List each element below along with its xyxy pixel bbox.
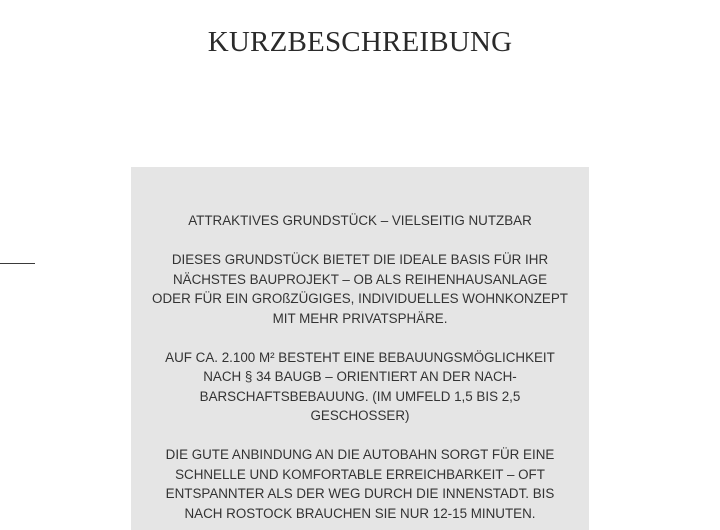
paragraph-line: MIT MEHR PRIVATSPHÄRE. (272, 310, 448, 326)
paragraph-line: DIESES GRUNDSTÜCK BIETET DIE IDEALE BASIS FÜR IHR (171, 252, 549, 267)
description-panel (131, 167, 589, 530)
side-divider (0, 263, 35, 264)
paragraph-line: GESCHOSSER) (310, 408, 410, 423)
paragraph-line: NÄCHSTES BAUPROJEKT – OB ALS REIHENHAUSANLAGE (172, 271, 548, 287)
description-heading (131, 211, 589, 231)
paragraph-line: NACH § 34 BAUGB – ORIENTIERT AN DER NACH- (203, 369, 517, 384)
paragraph-line: SCHNELLE UND KOMFORTABLE ERREICHBARKEIT – OFT (175, 466, 545, 482)
paragraph-1 (131, 250, 589, 328)
page-title: KURZBESCHREIBUNG (207, 26, 513, 58)
paragraph-line: ODER FÜR EIN GROßZÜGIGES, INDIVIDUELLES WOHNKONZEPT (152, 291, 568, 306)
paragraph-line: DIE GUTE ANBINDUNG AN DIE AUTOBAHN SORGT FÜR EINE (165, 447, 555, 462)
paragraph-2 (131, 348, 589, 426)
heading-line: ATTRAKTIVES GRUNDSTÜCK – VIELSEITIG NUTZBAR (188, 213, 532, 228)
paragraph-line: AUF CA. 2.100 M² BESTEHT EINE BEBAUUNGSMÖGLICHKEIT (165, 349, 555, 365)
paragraph-line: NACH ROSTOCK BRAUCHEN SIE NUR 12-15 MINUTEN. (184, 505, 536, 521)
paragraph-line: BARSCHAFTSBEBAUUNG. (IM UMFELD 1,5 BIS 2,5 (199, 388, 521, 404)
paragraph-3 (131, 445, 589, 523)
description-text (131, 211, 589, 530)
paragraph-line: ENTSPANNTER ALS DER WEG DURCH DIE INNENSTADT. BIS (165, 486, 555, 501)
